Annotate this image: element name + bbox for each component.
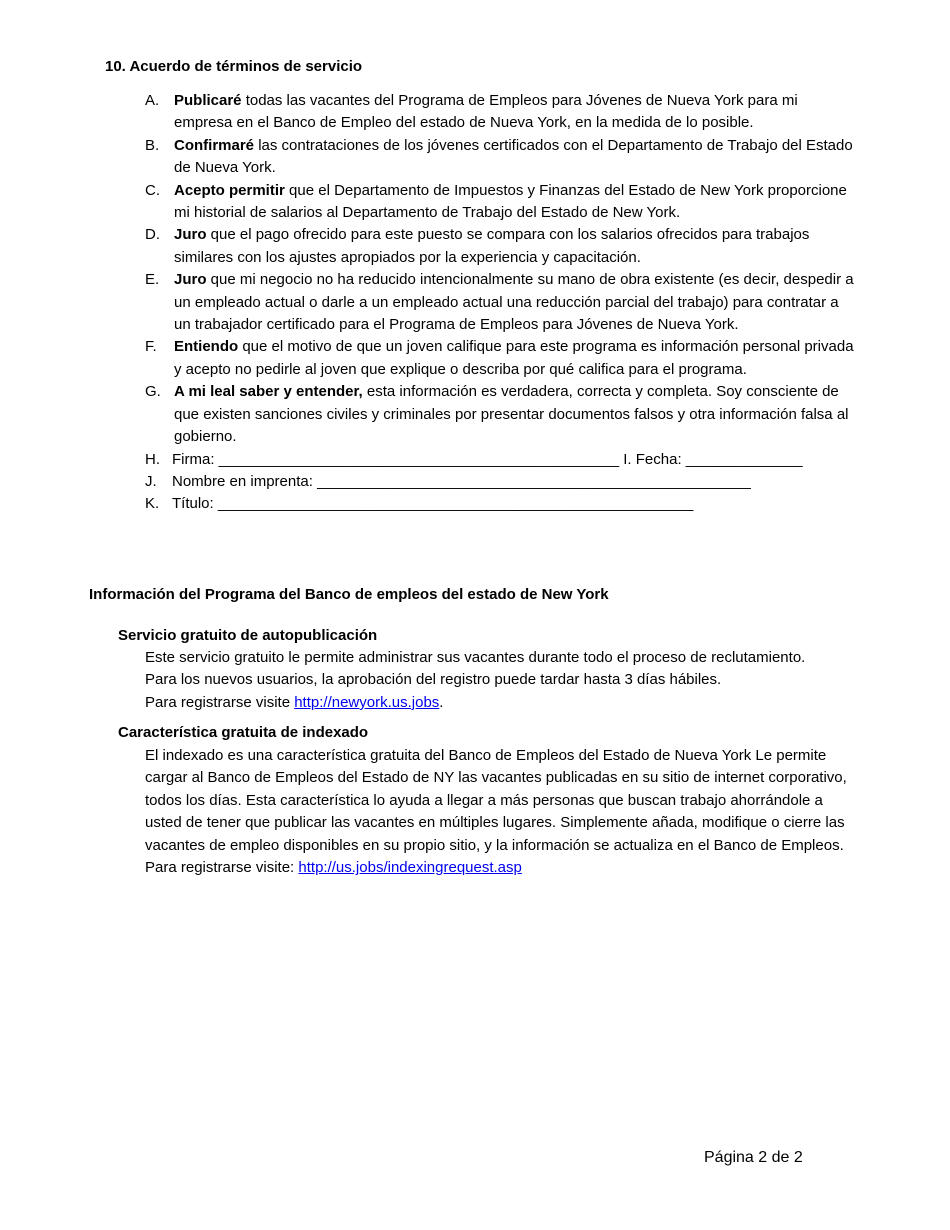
term-text: esta información es verdadera, correcta y completa. Soy consciente de que existen sanciones civiles y criminales por presentar documentos falsos y otra información falsa al gobierno. — [174, 383, 849, 446]
indexing-title: Característica gratuita de indexado — [118, 724, 369, 741]
title-line[interactable] — [145, 493, 855, 515]
term-lead: Acepto permitir — [174, 181, 285, 199]
term-item — [145, 336, 855, 381]
term-text: que el pago ofrecido para este puesto se compara con los salarios ofrecidos para trabajos similares con los ajustes apropiados por la experiencia y capacitación. — [174, 226, 810, 266]
indexing-body — [145, 745, 855, 879]
term-item — [145, 135, 855, 180]
indexing-request-link[interactable]: http://us.jobs/indexingrequest.asp — [298, 859, 522, 877]
newyork-jobs-link[interactable]: http://newyork.us.jobs — [294, 693, 440, 711]
term-letter: D. — [145, 226, 160, 244]
title-field[interactable]: Título: _________________________________________________________ — [172, 495, 694, 513]
term-lead: A mi leal saber y entender, — [174, 383, 363, 401]
term-text: que el Departamento de Impuestos y Finanzas del Estado de New York proporcione mi historial de salarios al Departamento de Trabajo del Estado de New York. — [174, 181, 847, 222]
term-letter: B. — [145, 136, 160, 154]
register-prefix: Para registrarse visite — [145, 693, 295, 711]
section-title: 10. Acuerdo de términos de servicio — [105, 58, 363, 75]
self-publish-line: Este servicio gratuito le permite administrar sus vacantes durante todo el proceso de reclutamiento. — [145, 649, 806, 666]
term-letter: A. — [145, 92, 160, 109]
term-lead: Juro — [174, 226, 207, 244]
term-item — [145, 90, 855, 135]
page-number: Página 2 de 2 — [704, 1149, 803, 1166]
self-publish-register — [145, 692, 855, 714]
link-suffix: . — [439, 693, 444, 711]
printed-name-line[interactable] — [145, 471, 855, 493]
term-text: que mi negocio no ha reducido intencionalmente su mano de obra existente (es decir, despedir a un empleado actual o darle a un empleado actual una reducción parcial del trabajo) para contratar a un trabajador certificado para el Programa de Empleos para Jóvenes de Nueva York. — [174, 271, 854, 334]
term-text: todas las vacantes del Programa de Empleos para Jóvenes de Nueva York para mi empresa en el Banco de Empleo del estado de Nueva York, en la medida de lo posible. — [174, 92, 798, 132]
term-item — [145, 381, 855, 448]
register-prefix: Para registrarse visite: — [145, 859, 299, 877]
term-item — [145, 180, 855, 225]
term-lead: Juro — [174, 271, 207, 289]
term-item — [145, 269, 855, 336]
indexing-paragraph: El indexado es una característica gratuita del Banco de Empleos del Estado de Nueva York Le permite cargar al Banco de Empleos del Estado de NY las vacantes publicadas en su sitio de internet corporativo, todos los días. Esta característica lo ayuda a llegar a más personas que buscan trabajo ahorrándole a usted de tener que publicar las vacantes en múltiples lugares. Simplemente añada, modifique o cierre las vacantes de empleo disponibles en su propio sitio, y la información se actualiza en el Banco de Empleos. — [145, 747, 847, 854]
self-publish-title: Servicio gratuito de autopublicación — [118, 627, 378, 644]
term-letter: G. — [145, 383, 161, 401]
term-letter: F. — [145, 338, 157, 356]
term-text: que el motivo de que un joven califique para este programa es información personal privada y acepto no pedirle al joven que explique o describa por qué califica para el programa. — [174, 338, 854, 378]
signature-field[interactable]: Firma: ________________________________________________ I. Fecha: ______________ — [172, 450, 803, 468]
signature-date-line[interactable] — [145, 449, 855, 471]
term-letter: H. — [145, 450, 160, 468]
term-letter: C. — [145, 181, 160, 199]
term-lead: Publicaré — [174, 92, 242, 109]
indexing-register — [145, 857, 855, 879]
info-section-title: Información del Programa del Banco de empleos del estado de New York — [89, 586, 609, 603]
term-lead: Confirmaré — [174, 136, 255, 154]
term-item — [145, 224, 855, 269]
term-letter: K. — [145, 495, 160, 513]
term-letter: J. — [145, 472, 157, 490]
self-publish-line: Para los nuevos usuarios, la aprobación del registro puede tardar hasta 3 días hábiles. — [145, 671, 722, 689]
printed-name-field[interactable]: Nombre en imprenta: ____________________________________________________ — [172, 472, 751, 490]
self-publish-body — [145, 647, 855, 714]
term-lead: Entiendo — [174, 338, 239, 356]
terms-list — [145, 90, 855, 516]
term-letter: E. — [145, 271, 160, 289]
term-text: las contrataciones de los jóvenes certificados con el Departamento de Trabajo del Estado de Nueva York. — [174, 136, 853, 177]
